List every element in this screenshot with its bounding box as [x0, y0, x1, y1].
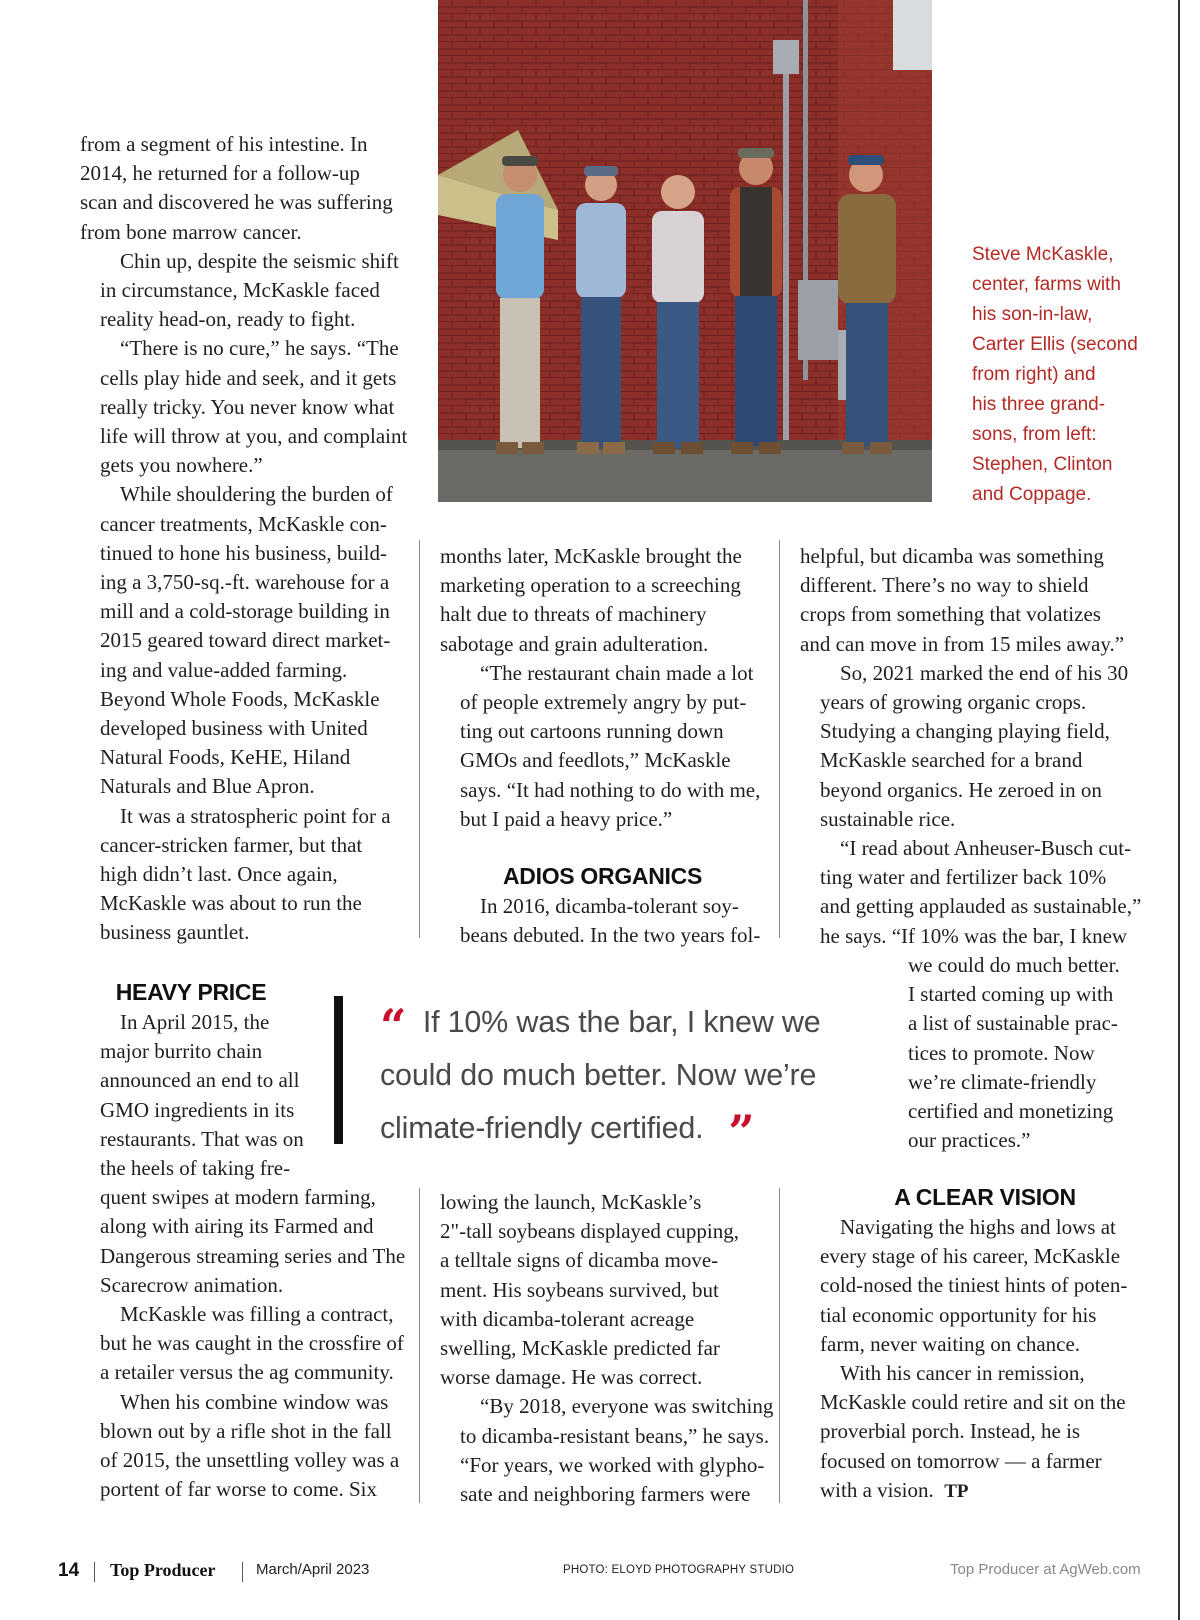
paragraph: [908, 951, 1148, 1155]
text-line: mill and a cold-storage building in: [100, 599, 390, 624]
text-line: McKaskle could retire and sit on the: [820, 1390, 1126, 1415]
text-line: cancer treatments, McKaskle con-: [100, 511, 387, 536]
text-line: helpful, but dicamba was something: [800, 544, 1104, 568]
text-line: but he was caught in the crossfire of: [100, 1331, 404, 1356]
text-line: a telltale signs of dicamba move-: [440, 1248, 719, 1273]
text-line: Natural Foods, KeHE, Hiland: [100, 745, 351, 770]
column-2-bottom: [440, 1188, 774, 1509]
paragraph: [440, 1392, 774, 1509]
column-divider: [419, 1188, 420, 1503]
caption-line: from right) and: [972, 364, 1096, 385]
page-edge-rule: [1178, 0, 1180, 1620]
text-line: tinued to hone his business, build-: [100, 540, 387, 565]
text-line: business gauntlet.: [100, 920, 250, 945]
text-line: the heels of taking fre-: [100, 1156, 291, 1181]
paragraph: [800, 834, 1142, 951]
close-quote-icon: ”: [728, 1105, 755, 1159]
text-line: ting out cartoons running down: [460, 719, 724, 744]
text-line: “By 2018, everyone was switching: [480, 1394, 774, 1419]
text-line: When his combine window was: [120, 1389, 389, 1414]
text-line: high didn’t last. Once again,: [100, 862, 338, 887]
text-line: 2"-tall soybeans displayed cupping,: [440, 1219, 740, 1244]
pullquote-line: [380, 1102, 880, 1159]
text-line: and can move in from 15 miles away.”: [800, 631, 1125, 656]
paragraph: [80, 802, 405, 948]
text-line: from a segment of his intestine. In: [80, 132, 368, 156]
text-line: “For years, we worked with glypho-: [460, 1452, 765, 1477]
page-footer: [0, 1560, 1200, 1590]
paragraph: [800, 542, 1135, 659]
text-line: cells play hide and seek, and it gets: [100, 365, 397, 390]
pullquote: [380, 996, 880, 1159]
text-line: different. There’s no way to shield: [800, 573, 1089, 598]
text-line: McKaskle was about to run the: [100, 891, 362, 916]
column-3-wrap: [908, 951, 1148, 1155]
magazine-name: Top Producer: [110, 1560, 216, 1580]
text-line: portent of far worse to come. Six: [100, 1477, 378, 1502]
column-1-bottom: [80, 1008, 405, 1504]
text-line: beans debuted. In the two years fol-: [460, 923, 761, 948]
paragraph: [440, 659, 770, 834]
text-line: “I read about Anheuser-Busch cut-: [840, 836, 1132, 861]
text-line: sate and neighboring farmers were: [460, 1482, 751, 1507]
section-heading-a-clear-vision: A CLEAR VISION: [894, 1184, 1076, 1210]
paragraph: [800, 1359, 1135, 1506]
text-line: cold-nosed the tiniest hints of poten-: [820, 1273, 1128, 1298]
text-line: GMOs and feedlots,” McKaskle: [460, 748, 731, 773]
text-line: In April 2015, the: [120, 1010, 270, 1034]
text-line: 2014, he returned for a follow-up: [80, 161, 360, 186]
text-line: scan and discovered he was suffering: [80, 190, 393, 215]
text-line: I started coming up with: [908, 982, 1114, 1007]
text-line: proverbial porch. Instead, he is: [820, 1419, 1081, 1444]
column-divider: [779, 540, 780, 938]
text-line: Dangerous streaming series and The: [100, 1243, 406, 1268]
column-3-top: [800, 542, 1142, 951]
text-line: gets you nowhere.”: [100, 453, 263, 478]
text-line: our practices.”: [908, 1128, 1031, 1153]
text-line: sabotage and grain adulteration.: [440, 631, 709, 656]
text-line: crops from something that volatizes: [800, 602, 1101, 627]
text-line: we’re climate-friendly: [908, 1069, 1097, 1094]
text-line: every stage of his career, McKaskle: [820, 1244, 1121, 1269]
paragraph: [80, 1300, 405, 1388]
text-line: and getting applauded as sustainable,”: [820, 894, 1142, 919]
text-line: With his cancer in remission,: [840, 1361, 1085, 1386]
text-line: cancer-stricken farmer, but that: [100, 832, 363, 857]
text-line: Navigating the highs and lows at: [840, 1215, 1116, 1239]
column-2-top: [440, 542, 770, 834]
caption-line: sons, from left:: [972, 424, 1097, 445]
text-line: certified and monetizing: [908, 1099, 1114, 1124]
paragraph: [800, 659, 1135, 834]
text-line: Studying a changing playing field,: [820, 719, 1110, 744]
paragraph: [440, 892, 770, 950]
section-heading-heavy-price: HEAVY PRICE: [115, 979, 267, 1005]
text-line: to dicamba-resistant beans,” he says.: [460, 1423, 770, 1448]
text-line: halt due to threats of machinery: [440, 602, 707, 627]
text-line: along with airing its Farmed and: [100, 1214, 374, 1239]
text-line-last: [800, 1476, 1135, 1506]
text-line: but I paid a heavy price.”: [460, 806, 673, 831]
pullquote-bar: [334, 996, 343, 1144]
text-line: from bone marrow cancer.: [80, 219, 302, 244]
text-line: developed business with United: [100, 716, 368, 741]
pullquote-text: If 10% was the bar, I knew we: [422, 1005, 821, 1039]
page-number: 14: [58, 1560, 80, 1581]
site-link[interactable]: Top Producer at AgWeb.com: [950, 1561, 1141, 1578]
caption-line: his three grand-: [972, 394, 1106, 415]
text-line: with dicamba-tolerant acreage: [440, 1306, 695, 1331]
text-line: restaurants. That was on: [100, 1126, 304, 1151]
text-line: sustainable rice.: [820, 806, 956, 831]
paragraph: [80, 1008, 405, 1300]
footer-separator: [242, 1562, 243, 1582]
footer-separator: [94, 1562, 95, 1582]
text-line: tices to promote. Now: [908, 1040, 1095, 1065]
text-line: McKaskle was filling a contract,: [120, 1302, 394, 1327]
text-line: Naturals and Blue Apron.: [100, 774, 315, 799]
text-line: of people extremely angry by put-: [460, 690, 747, 715]
text-line: focused on tomorrow — a farmer: [820, 1448, 1102, 1473]
text-line: we could do much better.: [908, 953, 1120, 977]
pullquote-line: [380, 996, 880, 1053]
text-line: ment. His soybeans survived, but: [440, 1277, 719, 1302]
text-line: quent swipes at modern farming,: [100, 1185, 376, 1210]
text-line: Chin up, despite the seismic shift: [120, 248, 399, 273]
paragraph: [80, 247, 405, 335]
text-line: announced an end to all: [100, 1068, 300, 1093]
caption-line: and Coppage.: [972, 484, 1092, 505]
text-line: It was a stratospheric point for a: [120, 803, 391, 828]
text-line: really tricky. You never know what: [100, 394, 395, 419]
pullquote-line: could do much better. Now we’re: [380, 1058, 817, 1092]
text-line: swelling, McKaskle predicted far: [440, 1336, 720, 1361]
caption-line: Carter Ellis (second: [972, 334, 1138, 355]
text-line: lowing the launch, McKaskle’s: [440, 1190, 702, 1214]
column-3-bottom: [800, 1213, 1135, 1506]
text-line: While shouldering the burden of: [120, 482, 393, 507]
text-line: ing and value-added farming.: [100, 657, 348, 682]
text-line: months later, McKaskle brought the: [440, 544, 742, 568]
text-line: So, 2021 marked the end of his 30: [840, 660, 1129, 685]
paragraph: [440, 1188, 770, 1392]
paragraph: [80, 1388, 405, 1505]
text-line: he says. “If 10% was the bar, I knew: [820, 923, 1128, 948]
text-line: McKaskle searched for a brand: [820, 748, 1083, 773]
text-line: marketing operation to a screeching: [440, 573, 741, 598]
text-line: years of growing organic crops.: [820, 690, 1087, 715]
text-line: “The restaurant chain made a lot: [480, 660, 754, 685]
paragraph: [80, 130, 405, 247]
photo-caption: [972, 240, 1172, 510]
paragraph: [440, 542, 770, 659]
section-heading-adios-organics: ADIOS ORGANICS: [503, 863, 702, 889]
column-2-mid: [440, 892, 770, 950]
text-line: blown out by a rifle shot in the fall: [100, 1418, 392, 1443]
text-line: 2015 geared toward direct market-: [100, 628, 391, 653]
text-line: In 2016, dicamba-tolerant soy-: [480, 894, 739, 918]
text-line: GMO ingredients in its: [100, 1097, 295, 1122]
text-line: tial economic opportunity for his: [820, 1302, 1097, 1327]
issue-date: March/April 2023: [256, 1561, 370, 1578]
text-line: of 2015, the unsettling volley was a: [100, 1448, 400, 1473]
text-line: with a vision.: [820, 1477, 934, 1502]
paragraph: [800, 1213, 1135, 1359]
text-line: “There is no cure,” he says. “The: [120, 336, 399, 361]
caption-line: center, farms with: [972, 274, 1121, 295]
column-divider: [779, 1188, 780, 1503]
column-1-top: [80, 130, 408, 948]
paragraph: [80, 334, 408, 480]
text-line: major burrito chain: [100, 1039, 263, 1064]
text-line: a retailer versus the ag community.: [100, 1360, 394, 1385]
paragraph: [80, 480, 405, 801]
group-photo-illustration: [438, 0, 932, 502]
text-line: beyond organics. He zeroed in on: [820, 777, 1102, 802]
text-line: says. “It had nothing to do with me,: [460, 777, 761, 802]
caption-line: Steve McKaskle,: [972, 244, 1114, 265]
text-line: Scarecrow animation.: [100, 1272, 284, 1297]
caption-line: his son-in-law,: [972, 304, 1093, 325]
text-line: a list of sustainable prac-: [908, 1011, 1118, 1036]
text-line: life will throw at you, and complaint: [100, 424, 408, 449]
text-line: reality head-on, ready to fight.: [100, 307, 356, 332]
column-divider: [419, 540, 420, 938]
text-line: in circumstance, McKaskle faced: [100, 278, 380, 303]
photo-credit: PHOTO: ELOYD PHOTOGRAPHY STUDIO: [563, 1564, 795, 1576]
caption-line: Stephen, Clinton: [972, 454, 1113, 475]
end-mark: TP: [944, 1480, 969, 1502]
text-line: ting water and fertilizer back 10%: [820, 865, 1107, 890]
text-line: Beyond Whole Foods, McKaskle: [100, 686, 380, 711]
pullquote-text: climate-friendly certified.: [380, 1111, 704, 1145]
text-line: worse damage. He was correct.: [440, 1365, 703, 1390]
text-line: farm, never waiting on chance.: [820, 1331, 1081, 1356]
open-quote-icon: “: [380, 999, 407, 1053]
feature-photo: [438, 0, 932, 502]
text-line: ing a 3,750-sq.-ft. warehouse for a: [100, 570, 390, 595]
